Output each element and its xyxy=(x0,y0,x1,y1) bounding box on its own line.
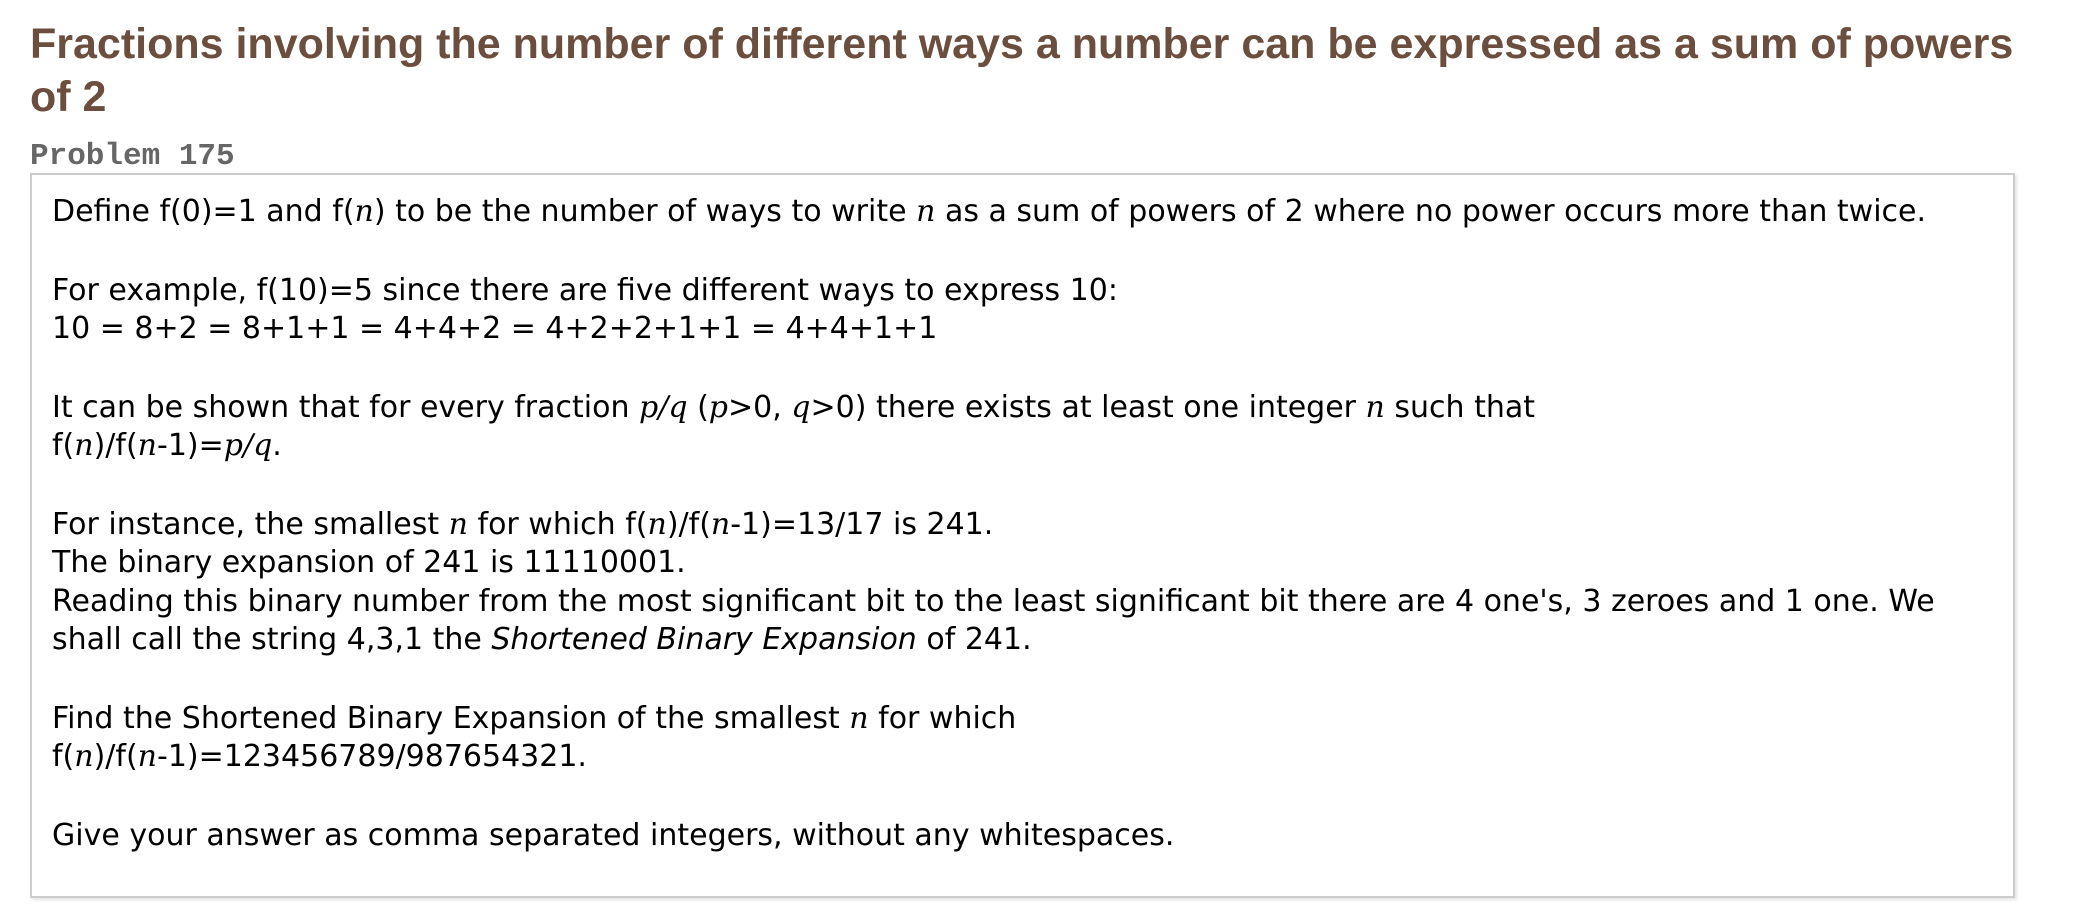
answer-format-paragraph: Give your answer as comma separated integers, without any whitespaces. xyxy=(52,817,1175,853)
instance-paragraph: For instance, the smallest n for which f(n)/f(n-1)=13/17 is 241. The binary expansion of 241 is 11110001. Reading this binary number from the most significant bit to the least significant bit there are 4 one's, 3 zeroes and 1 one. We shall call the string 4,3,1 the Shortened Binary Expansion of 241. xyxy=(52,506,1935,657)
problem-title: Fractions involving the number of different ways a number can be expressed as a sum of powers of 2 xyxy=(30,20,2014,121)
problem-number: Problem 175 xyxy=(30,139,235,174)
problem-content xyxy=(30,173,2015,898)
task-paragraph: Find the Shortened Binary Expansion of the smallest n for which f(n)/f(n-1)=123456789/987654321. xyxy=(52,700,1017,774)
fraction-paragraph: It can be shown that for every fraction p/q (p>0, q>0) there exists at least one integer n such that f(n)/f(n-1)=p/q. xyxy=(52,389,1536,463)
problem-page xyxy=(30,18,2050,853)
definition-paragraph: Define f(0)=1 and f(n) to be the number of ways to write n as a sum of powers of 2 where no power occurs more than twice. xyxy=(52,194,1927,229)
example-paragraph: For example, f(10)=5 since there are five different ways to express 10: 10 = 8+2 = 8+1+1 = 4+4+2 = 4+2+2+1+1 = 4+4+1+1 xyxy=(52,272,1118,346)
